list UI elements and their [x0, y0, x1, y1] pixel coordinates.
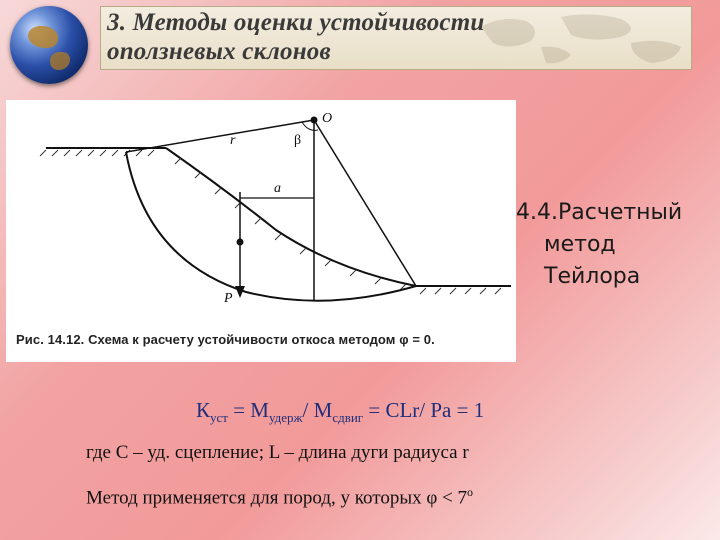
- world-map-decoration: [471, 7, 691, 69]
- label-r: r: [230, 133, 236, 148]
- title-banner: [100, 6, 692, 70]
- slope-face: [166, 148, 416, 286]
- label-p: P: [224, 291, 233, 306]
- method-heading-line-1: 4.4.Расчетный: [516, 200, 683, 225]
- stability-formula: [196, 398, 484, 426]
- formula-k: К: [196, 398, 211, 422]
- method-heading-line-3: Тейлора: [544, 264, 641, 289]
- definition-text: где С – уд. сцепление; L – длина дуги радиуса r: [86, 442, 469, 463]
- applicability-main: Метод применяется для пород, у которых φ < 7: [86, 487, 468, 509]
- formula-m1-sub: удерж: [268, 410, 303, 426]
- gravity-point-dot: [237, 239, 244, 246]
- globe-icon: [10, 6, 88, 84]
- formula-k-sub: уст: [210, 410, 228, 426]
- taylor-method-diagram: [6, 100, 516, 362]
- formula-slash: / M: [302, 398, 333, 422]
- radius-line-left: [126, 120, 314, 152]
- figure-caption: Рис. 14.12. Схема к расчету устойчивости откоса методом φ = 0.: [16, 332, 435, 347]
- formula-eq1: = M: [227, 398, 269, 422]
- method-heading-line-2: метод: [544, 232, 616, 257]
- slope-stability-figure: [6, 100, 516, 362]
- formula-rest: = CLr/ Pa = 1: [363, 398, 485, 422]
- label-a: a: [274, 181, 281, 196]
- applicability-text: [86, 485, 473, 509]
- center-o-dot: [311, 117, 318, 124]
- label-beta: β: [294, 133, 302, 148]
- label-o: O: [322, 111, 333, 126]
- title-line-1: 3. Методы оценки устойчивости: [107, 9, 485, 36]
- applicability-degree: о: [467, 485, 474, 499]
- formula-m2-sub: сдвиг: [332, 410, 364, 426]
- method-heading: [516, 197, 682, 293]
- title-line-2: оползневых склонов: [107, 38, 331, 65]
